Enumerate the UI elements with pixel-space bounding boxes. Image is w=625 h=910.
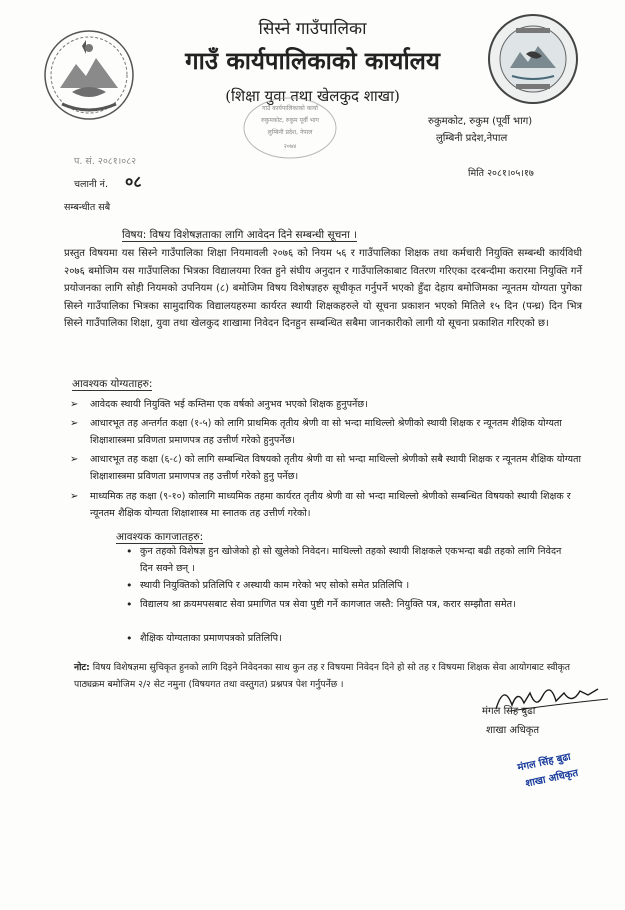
stamp-name: मंगल सिंह बुढा bbox=[516, 751, 572, 774]
seal-text-4: २०७४ bbox=[283, 143, 297, 150]
notice-date bbox=[468, 166, 534, 179]
office-name: गाउँ कार्यपालिकाको कार्यालय bbox=[185, 46, 440, 75]
document-item: • विद्यालय श्रा क्रयमपसबाट सेवा प्रमाणित पत्र सेवा पुष्टी गर्ने कागजात जस्तै: नियुक्ति पत्र, करार सम्झौता समेत। bbox=[140, 597, 572, 614]
reference-number bbox=[74, 154, 136, 167]
qualifications-heading bbox=[72, 372, 152, 391]
seal-text-1: गाउँ कार्यपालिकाको कार्या bbox=[262, 105, 318, 112]
body-paragraph: प्रस्तुत विषयमा यस सिस्ने गाउँपालिका शिक्षा नियमावली २०७६ को नियम ५६ र गाउँपालिका शिक्षक तथा कर्मचारी नियुक्ति सम्बन्धी कार्यविधी २०७६ बमोजिम यस गाउँपालिका भित्रका विद्यालयमा रिक्त हुने संघीय अनुदान र गाउँपालिकाबाट वितरण गरिएका दरबन्दीमा करारमा नियुक्ति गर्ने प्रयोजनका लागि सोही नियमको उपनियम (८) बमोजिम विषय विशेषज्ञहरु सूचीकृत गर्नुपर्ने भएको हुँदा देहाय बमोजिमका न्यूनतम योग्यता पुगेका सिस्ने गाउँपालिका भित्रका सामुदायिक विद्यालयहरुमा कार्यरत स्थायी शिक्षकहरुले यो सूचना प्रकाशन भएको मितिले १५ दिन (पन्ध्र) दिन भित्र सिस्ने गाउँपालिका शिक्षा, युवा तथा खेलकुद शाखामा निवेदन दिनहुन सम्बन्धित सबैमा जानकारीको लागी यो सूचना प्रकाशित गरिएको छ। bbox=[64, 248, 582, 330]
seal-text-2: रुकुमकोट, रुकुम पूर्वी भाग bbox=[261, 117, 319, 124]
reference-value: २०८१।०८२ bbox=[97, 156, 137, 167]
office-seal bbox=[242, 96, 338, 160]
documents-title: आवश्यक कागजातहरु: bbox=[116, 531, 204, 543]
signatory-title: शाखा अधिकृत bbox=[486, 725, 540, 736]
reference-label: प. सं. bbox=[74, 156, 95, 167]
dispatch-number bbox=[74, 170, 142, 192]
dispatch-value: ०८ bbox=[125, 172, 142, 191]
notice-subject-text: विषय: विषय विशेषज्ञताका लागि आवेदन दिने सम्बन्धी सूचना । bbox=[122, 229, 358, 241]
document-item: • कुन तहको विशेषज्ञ हुन खोजेको हो सो खुलेको निवेदन। माथिल्लो तहको स्थायी शिक्षकले एकभन्दा बढी तहको लागि निवेदन दिन सक्ने छन् । bbox=[140, 544, 572, 577]
note-label: नोट: bbox=[74, 662, 90, 673]
qualification-item: ➢ माध्यमिक तह कक्षा (९-१०) कोलागि माध्यमिक तहमा कार्यरत तृतीय श्रेणी वा सो भन्दा माथिल्लो श्रेणीको सम्बन्धित विषयको स्थायी शिक्षक र न्यूनतम शैक्षिक योग्यता शिक्षाशास्त्र मा स्नातक तह उत्तीर्ण गरेको। bbox=[90, 489, 582, 522]
seal-text-3: लुम्बिनी प्रदेश, नेपाल bbox=[267, 129, 313, 136]
qualification-item: ➢ आधारभूत तह अन्तर्गत कक्षा (१-५) को लागि प्राथमिक तृतीय श्रेणी वा सो भन्दा माथिल्लो श्रेणीको स्थायी शिक्षक र न्यूनतम शैक्षिक योग्यता शिक्षाशास्त्रमा प्रविणता प्रमाणपत्र तह उत्तीर्ण गरेको हुनुपर्नेछ। bbox=[90, 416, 582, 449]
qualification-item: ➢ आवेदक स्थायी नियुक्ति भई कम्तिमा एक वर्षको अनुभव भएको शिक्षक हुनुपर्नेछ। bbox=[90, 397, 582, 414]
address-line-2: लुम्बिनी प्रदेश,नेपाल bbox=[436, 133, 508, 144]
note-text: विषय विशेषज्ञमा सुचिकृत हुनको लागि दिइने निवेदनका साथ कुन तह र विषयमा निवेदन दिने हो सो तह र विषयमा शिक्षक सेवा आयोगबाट स्वीकृत पाठ्यक्रम बमोजिम २/२ सेट नमुना (विषयगत तथा वस्तुगत) प्रश्नपत्र पेश गर्नुपर्नेछ । bbox=[74, 662, 571, 690]
signatory-name: मंगल सिंह बुढा bbox=[482, 706, 536, 717]
documents-heading bbox=[116, 525, 203, 544]
recipient: सम्बन्धीत सबै bbox=[64, 202, 111, 213]
document-item: • स्थायी नियुक्तिको प्रतिलिपि र अस्थायी काम गरेको भए सोको समेत प्रतिलिपि । bbox=[140, 578, 572, 595]
stamp-title: शाखा अधिकृत bbox=[524, 767, 580, 790]
document-item: • शैक्षिक योग्यताका प्रमाणपत्रको प्रतिलिपि। bbox=[140, 631, 572, 648]
notice-subject bbox=[122, 228, 357, 242]
dispatch-label: चलानी नं. bbox=[74, 179, 108, 190]
date-value: २०८१।०५।१७ bbox=[487, 168, 534, 179]
municipality-name: सिस्ने गाउँपालिका bbox=[258, 19, 367, 39]
date-label: मिति bbox=[468, 168, 485, 179]
section-name: (शिक्षा युवा तथा खेलकुद शाखा) bbox=[225, 87, 400, 105]
qualification-item: ➢ आधारभूत तह कक्षा (६-८) को लागि सम्बन्धित विषयको तृतीय श्रेणी वा सो भन्दा माथिल्लो श्रेणीको सबै स्थायी शिक्षक र न्यूनतम शैक्षिक योग्यता शिक्षाशास्त्रमा प्रविणता प्रमाणपत्र तह उत्तीर्ण गरेको हुनु पर्नेछ। bbox=[90, 452, 582, 485]
address-line-1: रुकुमकोट, रुकुम (पूर्वी भाग) bbox=[428, 116, 533, 127]
qualifications-title: आवश्यक योग्यताहरु: bbox=[72, 378, 153, 390]
